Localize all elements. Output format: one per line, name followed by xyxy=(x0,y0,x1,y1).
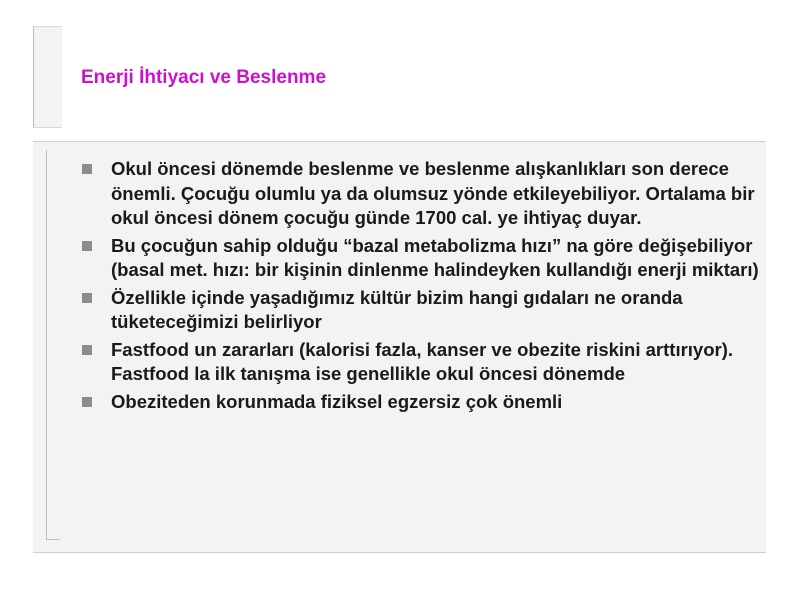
bullet-item xyxy=(80,338,760,387)
square-bullet-icon xyxy=(82,293,92,303)
bullet-list xyxy=(80,157,760,417)
bullet-item xyxy=(80,157,760,231)
slide-title: Enerji İhtiyacı ve Beslenme xyxy=(81,67,327,88)
bullet-text: Bu çocuğun sahip olduğu “bazal metabolizma hızı” na göre değişebiliyor (basal met. hızı: bir kişinin dinlenme halindeyken kullandığı enerji miktarı) xyxy=(111,234,759,280)
bullet-item xyxy=(80,390,760,415)
square-bullet-icon xyxy=(82,397,92,407)
square-bullet-icon xyxy=(82,345,92,355)
bullet-text: Özellikle içinde yaşadığımız kültür bizim hangi gıdaları ne oranda tüketeceğimizi belirliyor xyxy=(111,286,683,332)
bullet-text: Obeziteden korunmada fiziksel egzersiz çok önemli xyxy=(111,390,563,412)
bullet-item xyxy=(80,286,760,335)
square-bullet-icon xyxy=(82,241,92,251)
square-bullet-icon xyxy=(82,164,92,174)
bullet-item xyxy=(80,234,760,283)
title-frame xyxy=(33,26,62,128)
content-left-rule xyxy=(46,150,60,540)
bullet-text: Okul öncesi dönemde beslenme ve beslenme alışkanlıkları son derece önemli. Çocuğu olumlu ya da olumsuz yönde etkileyebiliyor. Ortalama bir okul öncesi dönem çocuğu günde 1700 cal. ye ihtiyaç duyar. xyxy=(111,158,755,228)
bullet-text: Fastfood un zararları (kalorisi fazla, kanser ve obezite riskini arttırıyor). Fastfood la ilk tanışma ise genellikle okul öncesi dönemde xyxy=(111,338,734,384)
